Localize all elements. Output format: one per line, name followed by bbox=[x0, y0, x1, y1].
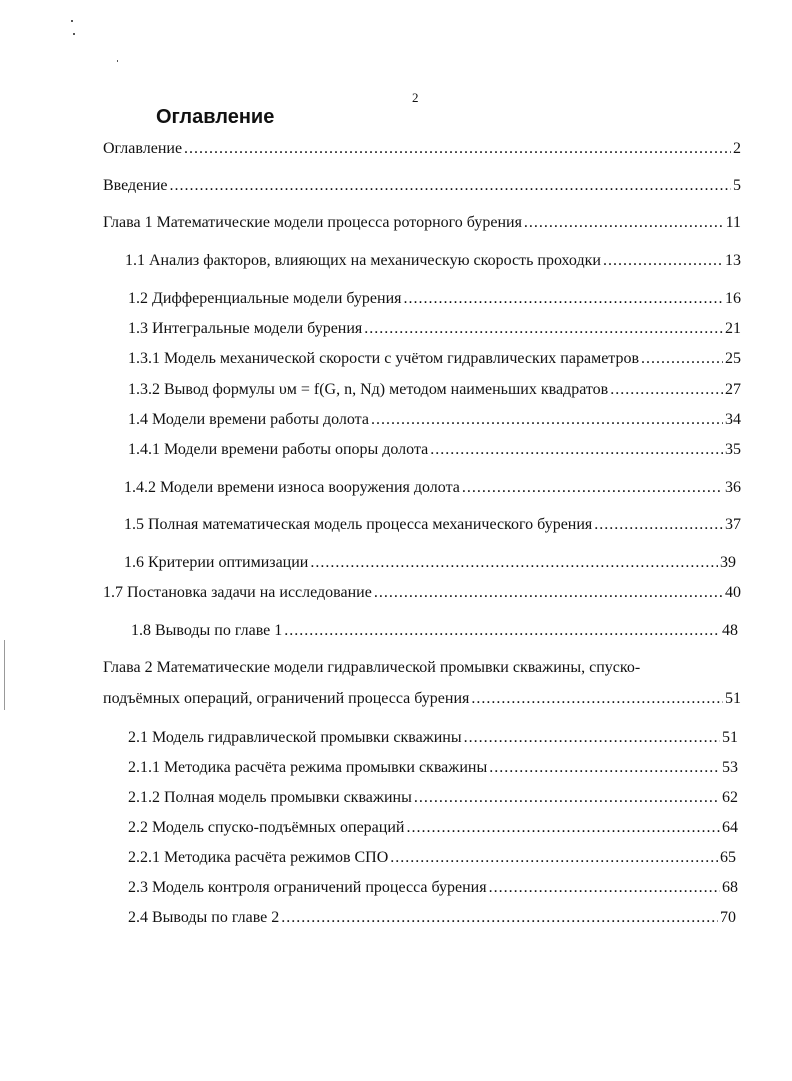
toc-entry[interactable] bbox=[103, 214, 741, 236]
toc-entry-text: 1.6 Критерии оптимизации bbox=[124, 554, 309, 571]
toc-entry-page: 35 bbox=[725, 441, 741, 458]
toc-leader-dots bbox=[284, 622, 720, 640]
toc-entry-page: 36 bbox=[725, 479, 741, 496]
toc-entry-text: 1.4.2 Модели времени износа вооружения долота bbox=[124, 479, 460, 496]
page-number: 2 bbox=[412, 90, 419, 105]
toc-entry-text: 1.4.1 Модели времени работы опоры долота bbox=[128, 441, 429, 458]
toc-entry-page: 68 bbox=[722, 879, 738, 896]
toc-entry[interactable] bbox=[128, 411, 741, 433]
toc-entry-page: 65 bbox=[720, 849, 736, 866]
toc-entry[interactable] bbox=[103, 140, 741, 162]
toc-leader-dots bbox=[610, 381, 723, 399]
toc-entry-text: 2.1 Модель гидравлической промывки скважины bbox=[128, 729, 462, 746]
toc-entry-page: 2 bbox=[733, 140, 741, 157]
toc-entry-text: Введение bbox=[103, 177, 168, 194]
toc-entry-text: 1.2 Дифференциальные модели бурения bbox=[128, 290, 402, 307]
toc-entry-page: 25 bbox=[725, 350, 741, 367]
toc-leader-dots bbox=[170, 177, 732, 195]
toc-entry-page: 11 bbox=[725, 214, 741, 231]
toc-entry[interactable] bbox=[124, 479, 741, 501]
toc-entry-text: 1.3 Интегральные модели бурения bbox=[128, 320, 363, 337]
toc-entry-page: 62 bbox=[722, 789, 738, 806]
toc-entry-page: 21 bbox=[725, 320, 741, 337]
toc-leader-dots bbox=[462, 479, 723, 497]
toc-entry-text: 2.2.1 Методика расчёта режимов СПО bbox=[128, 849, 389, 866]
toc-entry[interactable] bbox=[125, 252, 741, 274]
scan-speck bbox=[71, 20, 73, 22]
scan-speck bbox=[117, 60, 118, 62]
toc-entry[interactable] bbox=[128, 290, 741, 312]
toc-entry-page: 51 bbox=[722, 729, 738, 746]
toc-entry-text: Глава 1 Математические модели процесса роторного бурения bbox=[103, 214, 522, 231]
toc-leader-dots bbox=[406, 819, 720, 837]
scan-speck bbox=[73, 33, 75, 35]
toc-leader-dots bbox=[374, 584, 723, 602]
toc-entry-text: подъёмных операций, ограничений процесса бурения bbox=[103, 690, 470, 707]
toc-leader-dots bbox=[603, 252, 723, 270]
toc-entry[interactable] bbox=[128, 879, 738, 901]
toc-entry[interactable] bbox=[128, 350, 741, 372]
toc-entry[interactable] bbox=[128, 909, 736, 931]
toc-entry-page: 64 bbox=[722, 819, 738, 836]
toc-leader-dots bbox=[390, 849, 718, 867]
toc-leader-dots bbox=[430, 441, 723, 459]
toc-entry[interactable] bbox=[124, 554, 736, 576]
toc-leader-dots bbox=[371, 411, 723, 429]
toc-leader-dots bbox=[310, 554, 718, 572]
toc-leader-dots bbox=[489, 879, 720, 897]
toc-leader-dots bbox=[641, 350, 723, 368]
toc-entry-text: 1.7 Постановка задачи на исследование bbox=[103, 584, 372, 601]
toc-entry[interactable] bbox=[128, 381, 741, 403]
toc-entry-text: 1.3.2 Вывод формулы υм = f(G, n, Nд) методом наименьших квадратов bbox=[128, 381, 609, 398]
toc-entry[interactable] bbox=[103, 177, 741, 199]
toc-entry-page: 53 bbox=[722, 759, 738, 776]
toc-entry-page: 40 bbox=[725, 584, 741, 601]
toc-leader-dots bbox=[471, 690, 723, 708]
toc-entry-text: 2.3 Модель контроля ограничений процесса бурения bbox=[128, 879, 487, 896]
toc-leader-dots bbox=[524, 214, 724, 232]
toc-entry-page: 5 bbox=[733, 177, 741, 194]
toc-entry-text: 1.1 Анализ факторов, влияющих на механическую скорость проходки bbox=[125, 252, 601, 269]
toc-leader-dots bbox=[414, 789, 720, 807]
toc-entry-text: 1.8 Выводы по главе 1 bbox=[131, 622, 283, 639]
toc-entry-page: 48 bbox=[722, 622, 738, 639]
toc-entry[interactable] bbox=[128, 819, 738, 841]
toc-leader-dots bbox=[464, 729, 720, 747]
toc-leader-dots bbox=[184, 140, 731, 158]
toc-entry[interactable] bbox=[124, 516, 741, 538]
toc-entry-page: 37 bbox=[725, 516, 741, 533]
toc-entry[interactable] bbox=[131, 622, 738, 644]
toc-leader-dots bbox=[404, 290, 723, 308]
toc-entry-text: 1.4 Модели времени работы долота bbox=[128, 411, 369, 428]
toc-entry-page: 16 bbox=[725, 290, 741, 307]
toc-entry-page: 27 bbox=[725, 381, 741, 398]
toc-entry-page: 13 bbox=[725, 252, 741, 269]
toc-leader-dots bbox=[489, 759, 720, 777]
toc-entry-text: 2.2 Модель спуско-подъёмных операций bbox=[128, 819, 405, 836]
toc-entry-text: 2.1.1 Методика расчёта режима промывки скважины bbox=[128, 759, 488, 776]
toc-leader-dots bbox=[364, 320, 723, 338]
toc-leader-dots bbox=[594, 516, 723, 534]
toc-entry-text: 1.5 Полная математическая модель процесса механического бурения bbox=[124, 516, 593, 533]
toc-entry[interactable] bbox=[103, 584, 741, 606]
toc-entry-text: 2.1.2 Полная модель промывки скважины bbox=[128, 789, 412, 806]
toc-entry-text: Оглавление bbox=[103, 140, 183, 157]
toc-entry[interactable] bbox=[128, 441, 741, 463]
toc-entry[interactable] bbox=[128, 789, 738, 811]
scan-margin-line bbox=[4, 640, 5, 710]
toc-entry-text: 1.3.1 Модель механической скорости с учётом гидравлических параметров bbox=[128, 350, 640, 367]
toc-chapter2-heading-line1[interactable]: Глава 2 Математические модели гидравлической промывки скважины, спуско- bbox=[103, 659, 641, 676]
toc-entry-page: 51 bbox=[725, 690, 741, 707]
toc-entry[interactable] bbox=[128, 729, 738, 751]
toc-leader-dots bbox=[281, 909, 718, 927]
toc-title: Оглавление bbox=[156, 106, 275, 128]
toc-entry[interactable] bbox=[128, 759, 738, 781]
toc-entry-page: 39 bbox=[720, 554, 736, 571]
toc-entry[interactable] bbox=[103, 690, 741, 712]
toc-entry-text: 2.4 Выводы по главе 2 bbox=[128, 909, 280, 926]
toc-entry-page: 70 bbox=[720, 909, 736, 926]
toc-entry-page: 34 bbox=[725, 411, 741, 428]
toc-entry[interactable] bbox=[128, 849, 736, 871]
toc-entry[interactable] bbox=[128, 320, 741, 342]
